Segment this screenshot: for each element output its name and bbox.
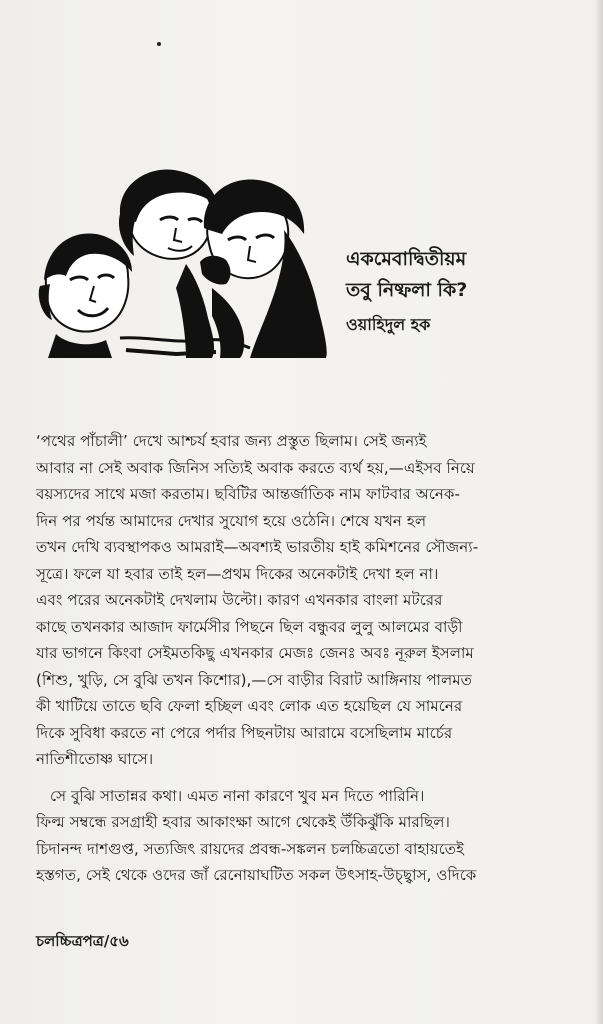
text-line: আবার না সেই অবাক জিনিস সত্যিই অবাক করতে ব্যর্থ হয়,—এইসব নিয়ে (36, 458, 475, 477)
illustration-photo (36, 168, 332, 358)
right-face-figure (200, 179, 327, 358)
page-footer-label: চলচ্চিত্রপত্র/৫৬ (36, 932, 129, 950)
text-line: দিন পর পর্যন্ত আমাদের দেখার সুযোগ হয়ে ওঠেনি। শেষে যখন হল (36, 511, 427, 530)
text-line: কাছে তখনকার আজাদ ফার্মেসীর পিছনে ছিল বন্ধুবর লুলু আলমের বাড়ী (36, 617, 463, 636)
text-line: নাতিশীতোষ্ণ ঘাসে। (36, 750, 154, 768)
article-title-line-2: তবু নিষ্ফলা কি? (346, 279, 468, 301)
text-line: কী খাটিয়ে তাতে ছবি ফেলা হচ্ছিল এবং লোক এত হয়েছিল যে সামনের (36, 697, 463, 715)
text-line: তখন দেখি ব্যবস্থাপকও আমরাই—অবশ্যই ভারতীয় হাই কমিশনের সৌজন্য- (36, 538, 479, 556)
article-body (36, 428, 576, 889)
paragraph-1 (36, 428, 576, 773)
text-line: এবং পরের অনেকটাই দেখলাম উল্টো। কারণ এখনকার বাংলা মটরের (36, 591, 443, 609)
text-line: বয়স্যদের সাথে মজা করতাম। ছবিটির আন্তর্জাতিক নাম ফাটবার অনেক- (36, 485, 461, 503)
article-author: ওয়াহিদুল হক (346, 315, 431, 334)
text-line: ‘পথের পাঁচালী’ দেখে আশ্চর্য হবার জন্য প্রস্তুত ছিলাম। সেই জন্যই (36, 432, 427, 450)
text-line: ফিল্ম সম্বন্ধে রসগ্রাহী হবার আকাংক্ষা আগে থেকেই উঁকিঝুঁকি মারছিল। (36, 813, 451, 831)
article-heading (346, 244, 586, 339)
paragraph-2 (36, 783, 576, 889)
left-face-figure (39, 233, 132, 358)
text-line: যার ভাগনে কিংবা সেইমতকিছু এখনকার মেজঃ জেনঃ অবঃ নূরুল ইসলাম (36, 644, 474, 662)
text-line: (শিশু, খুড়ি, সে বুঝি তখন কিশোর),—সে বাড়ীর বিরাট আঙ্গিনায় পালমত (36, 670, 473, 689)
text-line: চিদানন্দ দাশগুপ্ত, সত্যজিৎ রায়দের প্রবন্ধ-সঙ্কলন চলচ্চিত্রতো বাহায়তেই (36, 839, 465, 858)
text-line: দিকে সুবিধা করতে না পেরে পর্দার পিছনটায় আরামে বসেছিলাম মার্চের (36, 723, 453, 742)
page-edge-shadow (595, 0, 603, 1024)
speck-mark (157, 42, 161, 46)
text-line: হস্তগত, সেই থেকে ওদের জাঁ রেনোয়াঘটিত সকল উৎসাহ-উচ্ছ্বাস, ওদিকে (36, 866, 477, 884)
text-line: সে বুঝি সাতান্নর কথা। এমত নানা কারণে খুব মন দিতে পারিনি। (50, 786, 425, 805)
text-line: সূত্রে। ফলে যা হবার তাই হল—প্রথম দিকের অনেকটাই দেখা হল না। (36, 564, 439, 583)
article-title-line-1: একমেবাদ্বিতীয়ম (346, 248, 467, 270)
